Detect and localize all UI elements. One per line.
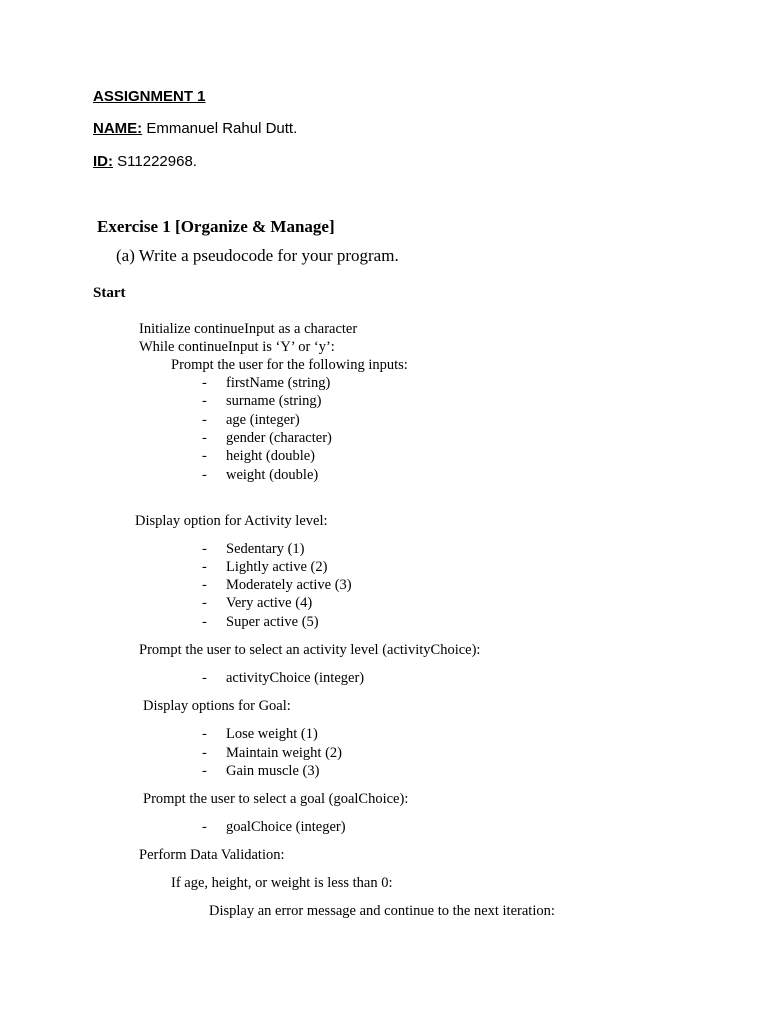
list-item-text: gender (character): [226, 430, 332, 446]
list-dash: -: [202, 595, 207, 611]
list-item-text: Lose weight (1): [226, 726, 318, 742]
error-message-line: Display an error message and continue to the next iteration:: [209, 903, 555, 919]
display-goal-line: Display options for Goal:: [143, 698, 291, 714]
list-dash: -: [202, 670, 207, 686]
if-less-line: If age, height, or weight is less than 0:: [171, 875, 393, 891]
init-line: Initialize continueInput as a character: [139, 321, 358, 337]
id-label: ID:: [93, 153, 113, 170]
id-value: S11222968.: [113, 153, 197, 170]
list-item-text: firstName (string): [226, 375, 331, 391]
list-item-text: Maintain weight (2): [226, 745, 342, 761]
exercise-subtitle: (a) Write a pseudocode for your program.: [116, 246, 399, 265]
list-dash: -: [202, 430, 207, 446]
list-item-text: Moderately active (3): [226, 577, 352, 593]
assignment-heading: [93, 88, 206, 105]
list-dash: -: [202, 559, 207, 575]
list-item-text: height (double): [226, 448, 315, 464]
list-item-text: Super active (5): [226, 614, 319, 630]
list-dash: -: [202, 467, 207, 483]
list-item-text: activityChoice (integer): [226, 670, 365, 686]
name-line: [93, 120, 297, 137]
while-line: While continueInput is ‘Y’ or ‘y’:: [139, 339, 335, 355]
name-value: Emmanuel Rahul Dutt.: [142, 120, 298, 137]
list-item-text: Very active (4): [226, 595, 313, 611]
name-label: NAME:: [93, 120, 143, 137]
list-dash: -: [202, 448, 207, 464]
list-item-text: age (integer): [226, 412, 300, 428]
list-dash: -: [202, 763, 207, 779]
display-activity-line: Display option for Activity level:: [135, 513, 328, 529]
prompt-activity-line: Prompt the user to select an activity level (activityChoice):: [139, 642, 481, 658]
list-dash: -: [202, 745, 207, 761]
list-dash: -: [202, 726, 207, 742]
start-label: Start: [93, 285, 126, 301]
list-item-text: Sedentary (1): [226, 541, 305, 557]
list-dash: -: [202, 577, 207, 593]
list-dash: -: [202, 819, 207, 835]
list-dash: -: [202, 614, 207, 630]
exercise-title: Exercise 1 [Organize & Manage]: [97, 217, 335, 236]
list-dash: -: [202, 541, 207, 557]
assignment-label: ASSIGNMENT 1: [93, 88, 206, 105]
prompt-inputs-line: Prompt the user for the following inputs:: [171, 357, 408, 373]
id-line: [93, 153, 197, 170]
list-dash: -: [202, 375, 207, 391]
list-item-text: surname (string): [226, 393, 322, 409]
prompt-goal-line: Prompt the user to select a goal (goalChoice):: [143, 791, 409, 807]
list-item-text: Gain muscle (3): [226, 763, 320, 779]
list-item-text: goalChoice (integer): [226, 819, 346, 835]
list-dash: -: [202, 412, 207, 428]
validation-line: Perform Data Validation:: [139, 847, 285, 863]
list-item-text: Lightly active (2): [226, 559, 328, 575]
list-dash: -: [202, 393, 207, 409]
list-item-text: weight (double): [226, 467, 319, 483]
